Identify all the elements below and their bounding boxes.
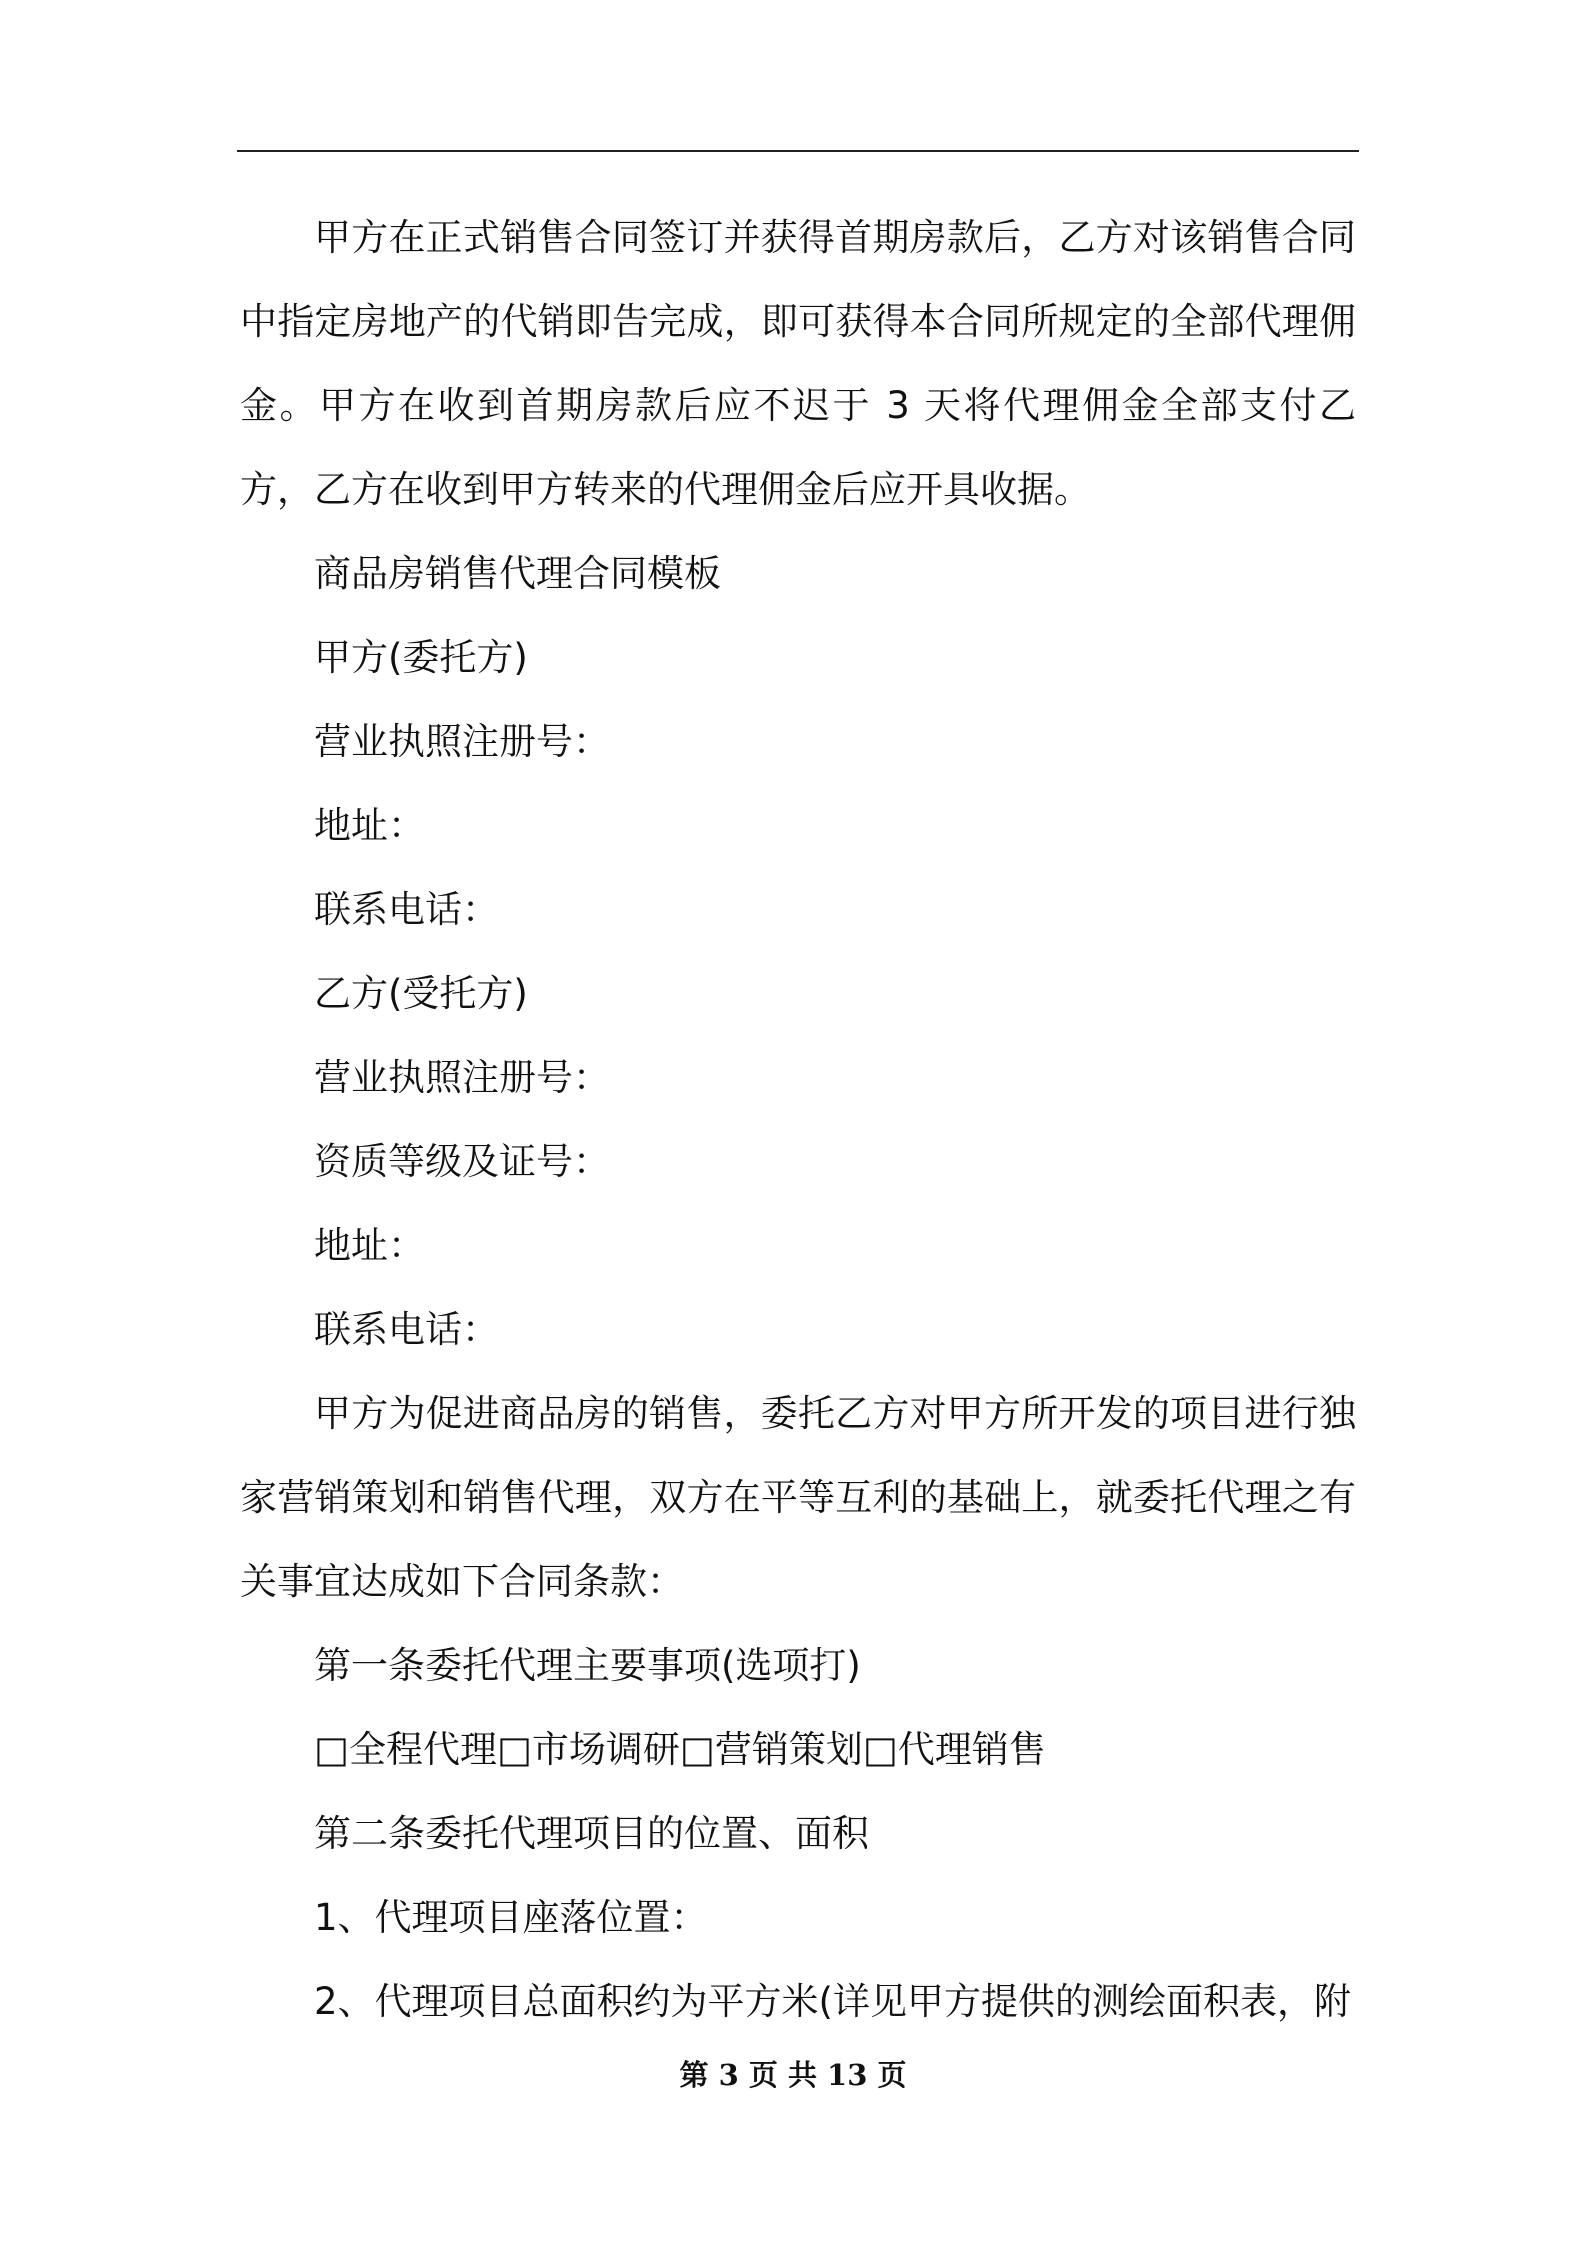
- party-b-address-field: 地址：: [314, 1224, 425, 1267]
- article-2-item-2: 2、代理项目总面积约为平方米(详见甲方提供的测绘面积表，附: [314, 1980, 1351, 2023]
- page-number: 第 3 页 共 13 页: [679, 2058, 907, 2092]
- party-a-license-field: 营业执照注册号：: [314, 720, 610, 763]
- party-a-address-field: 地址：: [314, 804, 425, 847]
- article-1-heading: 第一条委托代理主要事项(选项打): [314, 1644, 861, 1687]
- paragraph-commission-payment: 甲方在正式销售合同签订并获得首期房款后，乙方对该销售合同中指定房地产的代销即告完成，即可获得本合同所规定的全部代理佣金。甲方在收到首期房款后应不迟于 3 天将代理佣金全部支付乙方，乙方在收到甲方转来的代理佣金后应开具收据。: [240, 216, 1356, 511]
- paragraph-preamble: 甲方为促进商品房的销售，委托乙方对甲方所开发的项目进行独家营销策划和销售代理，双方在平等互利的基础上，就委托代理之有关事宜达成如下合同条款：: [240, 1392, 1356, 1603]
- party-b-phone-field: 联系电话：: [314, 1308, 499, 1351]
- document-body: [240, 196, 1356, 2044]
- party-a-phone-field: 联系电话：: [314, 888, 499, 931]
- party-a-heading: 甲方(委托方): [314, 636, 528, 679]
- party-b-qualification-field: 资质等级及证号：: [314, 1140, 610, 1183]
- article-2-heading: 第二条委托代理项目的位置、面积: [314, 1812, 869, 1855]
- header-rule: [237, 150, 1359, 152]
- party-b-heading: 乙方(受托方): [314, 972, 528, 1015]
- article-2-item-1: 1、代理项目座落位置：: [314, 1896, 708, 1939]
- party-b-license-field: 营业执照注册号：: [314, 1056, 610, 1099]
- document-title: 商品房销售代理合同模板: [314, 552, 721, 595]
- article-1-options: □全程代理□市场调研□营销策划□代理销售: [314, 1728, 1046, 1771]
